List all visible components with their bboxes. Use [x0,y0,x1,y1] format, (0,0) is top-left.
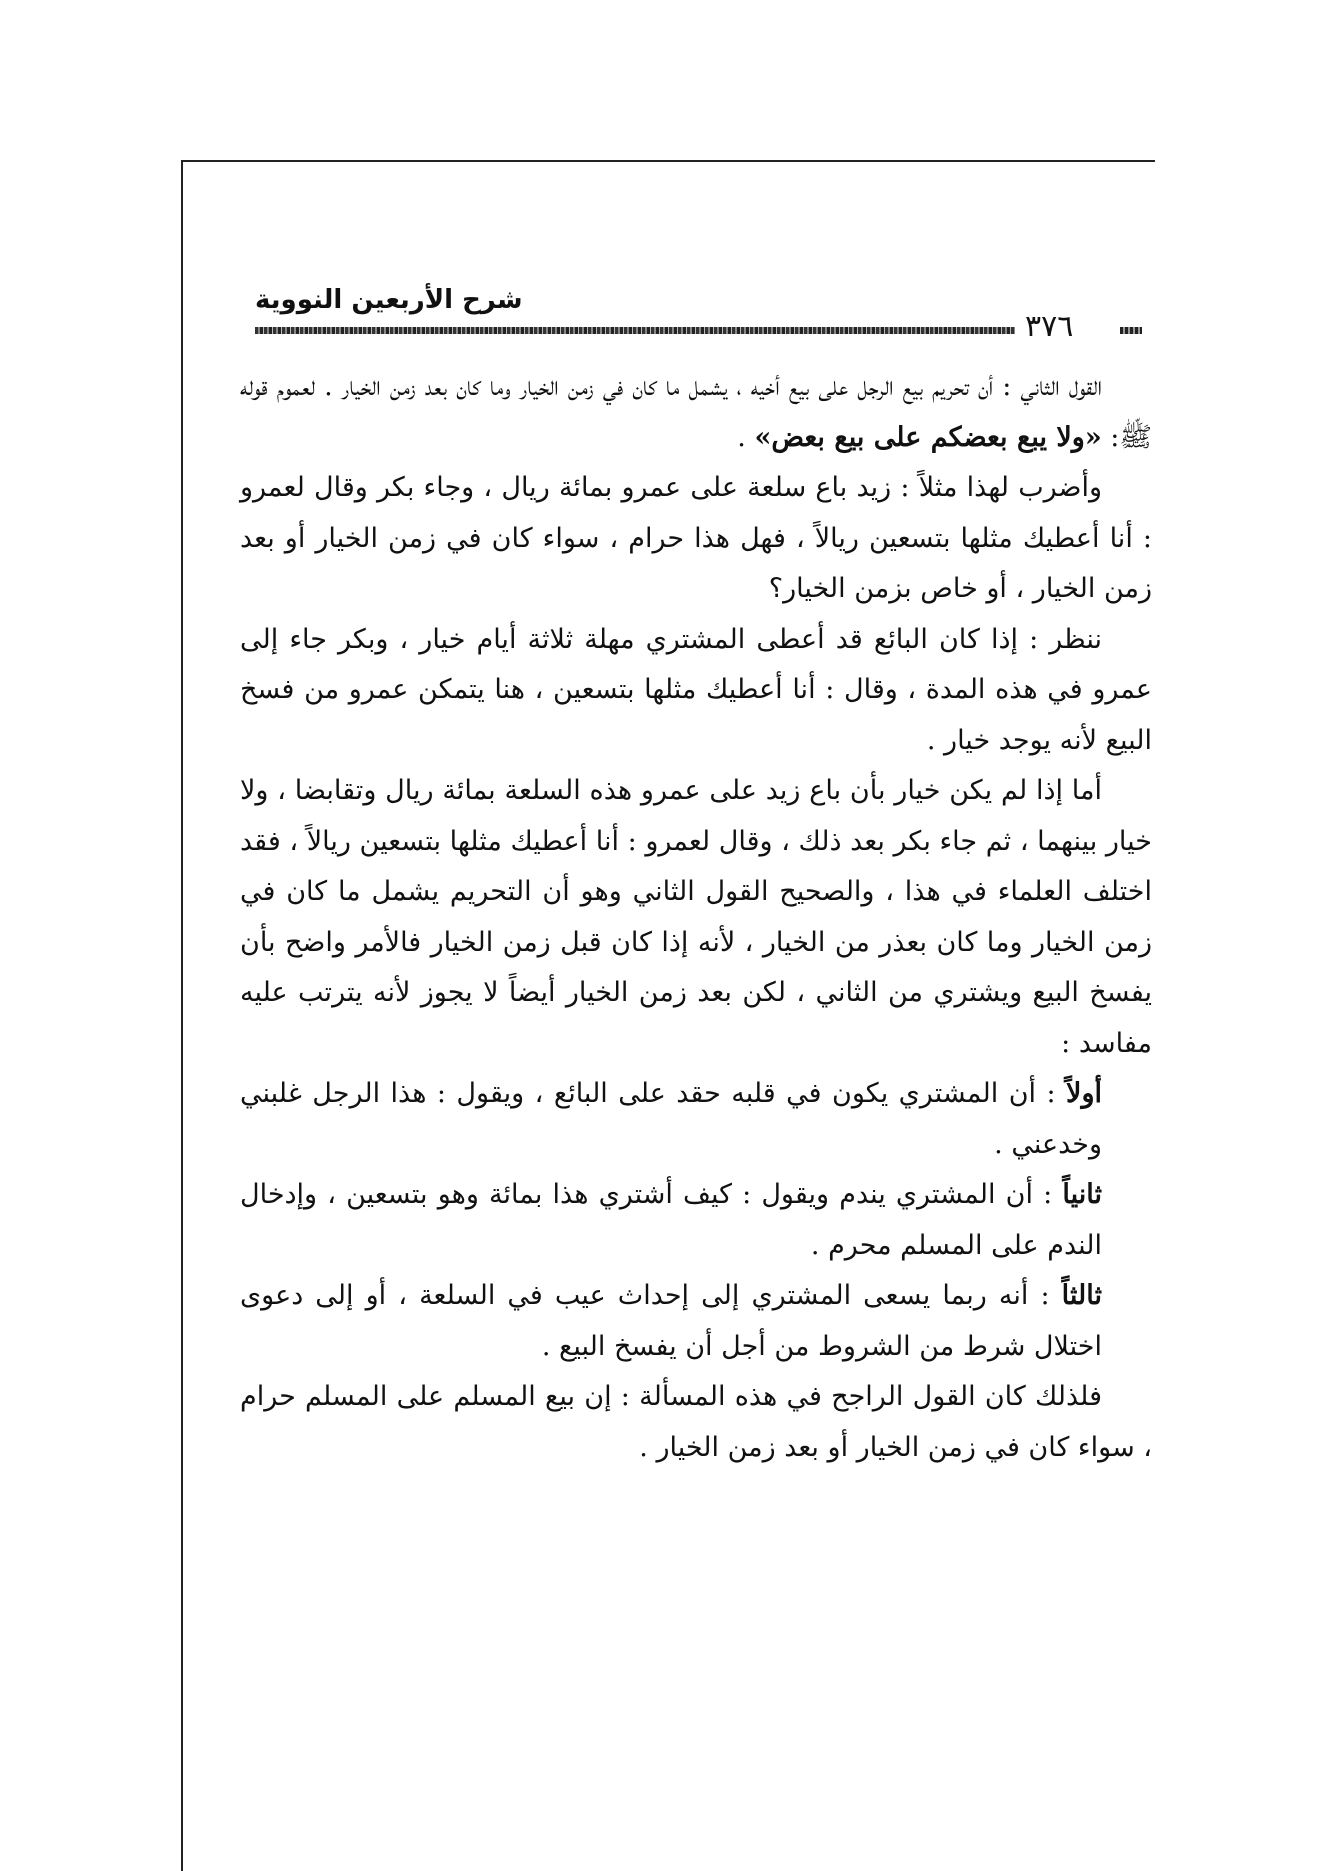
paragraph-1-text: القول الثاني : أن تحريم بيع الرجل على بيع أخيه ، يشمل ما كان في زمن الخيار وما كان بعد زمن الخيار . لعموم قوله ﷺ: [240,371,1152,453]
point-2-label: ثانياً [1062,1179,1102,1210]
paragraph-1 [240,362,1152,463]
left-border-line [181,160,183,1871]
paragraph-1-tail: . [737,421,755,453]
point-2-text: : أن المشتري يندم ويقول : كيف أشتري هذا بمائة وهو بتسعين ، وإدخال الندم على المسلم محرم . [240,1179,1102,1261]
paragraph-7 [240,1271,1152,1372]
point-1-text: : أن المشتري يكون في قلبه حقد على البائع ، ويقول : هذا الرجل غلبني وخدعني . [240,1078,1102,1160]
hadith-quote: «ولا يبع بعضكم على بيع بعض» [754,421,1102,453]
header-ornament-cap [1120,327,1142,334]
point-3-label: ثالثاً [1061,1280,1102,1311]
point-1-label: أولاً [1066,1078,1102,1109]
page-number: ٣٧٦ [1025,309,1074,344]
paragraph-4: أما إذا لم يكن خيار بأن باع زيد على عمرو هذه السلعة بمائة ريال وتقابضا ، ولا خيار بينهما ، ثم جاء بكر بعد ذلك ، وقال لعمرو : أنا أعطيك مثلها بتسعين ريالاً ، فقد اختلف العلماء في هذا ، والصحيح القول الثاني وهو أن التحريم يشمل ما كان في زمن الخيار وما كان بعذر من الخيار ، لأنه إذا كان قبل زمن الخيار فالأمر واضح بأن يفسخ البيع ويشتري من الثاني ، لكن بعد زمن الخيار أيضاً لا يجوز لأنه يترتب عليه مفاسد : [240,775,1152,1059]
header-ornament-band [255,327,1015,334]
book-title: شرح الأربعين النووية [255,285,523,315]
page-header [255,285,1155,355]
point-3-text: : أنه ربما يسعى المشتري إلى إحداث عيب في السلعة ، أو إلى دعوى اختلال شرط من الشروط من أجل أن يفسخ البيع . [240,1280,1102,1362]
paragraph-2: وأضرب لهذا مثلاً : زيد باع سلعة على عمرو بمائة ريال ، وجاء بكر وقال لعمرو : أنا أعطيك مثلها بتسعين ريالاً ، فهل هذا حرام ، سواء كان في زمن الخيار أو بعد زمن الخيار ، أو خاص بزمن الخيار؟ [240,472,1152,604]
paragraph-3: ننظر : إذا كان البائع قد أعطى المشتري مهلة ثلاثة أيام خيار ، وبكر جاء إلى عمرو في هذه المدة ، وقال : أنا أعطيك مثلها بتسعين ، هنا يتمكن عمرو من فسخ البيع لأنه يوجد خيار . [240,623,1152,756]
paragraph-5 [240,1069,1152,1170]
page-content [240,362,1152,1473]
paragraph-8: فلذلك كان القول الراجح في هذه المسألة : إن بيع المسلم على المسلم حرام ، سواء كان في زمن الخيار أو بعد زمن الخيار . [240,1381,1152,1463]
paragraph-6 [240,1170,1152,1271]
top-border-line [181,160,1155,162]
